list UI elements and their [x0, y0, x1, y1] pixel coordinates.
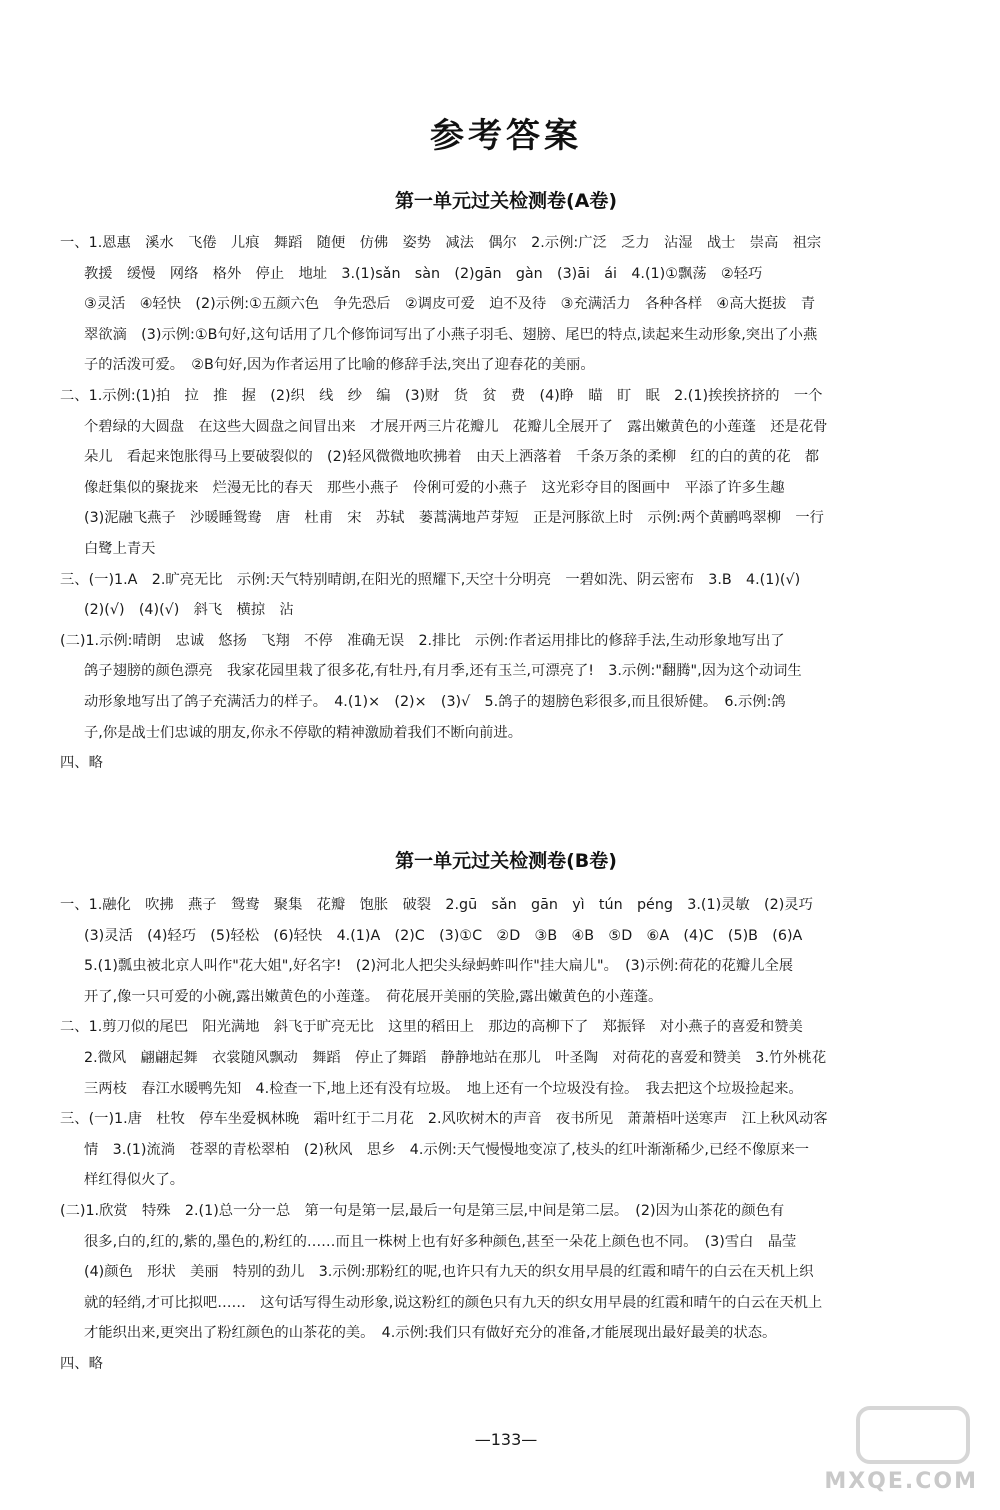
- answer-line: (4)颜色 形状 美丽 特别的劲儿 3.示例:那粉红的呢,也许只有九天的织女用早晨的红霞和晴午的白云在天机上织: [84, 1264, 814, 1281]
- answer-line: (二)1.示例:晴朗 忠诚 悠扬 飞翔 不停 准确无误 2.排比 示例:作者运用排比的修辞手法,生动形象地写出了: [60, 632, 785, 649]
- watermark-logo: [818, 1404, 978, 1494]
- answer-line: 个碧绿的大圆盘 在这些大圆盘之间冒出来 才展开两三片花瓣儿 花瓣儿全展开了 露出嫩黄色的小莲蓬 还是花骨: [84, 418, 828, 435]
- answer-line: 翠欲滴 (3)示例:①B句好,这句话用了几个修饰词写出了小燕子羽毛、翅膀、尾巴的特点,读起来生动形象,突出了小燕: [84, 326, 818, 343]
- answer-line: (3)灵活 (4)轻巧 (5)轻松 (6)轻快 4.(1)A (2)C (3)①C ②D ③B ④B ⑤D ⑥A (4)C (5)B (6)A: [84, 927, 803, 944]
- answer-line: 鸽子翅膀的颜色漂亮 我家花园里栽了很多花,有牡丹,有月季,还有玉兰,可漂亮了! 3.示例:"翻腾",因为这个动词生: [84, 663, 802, 680]
- answer-line: 四、略: [60, 1355, 103, 1372]
- answer-line: (二)1.欣赏 特殊 2.(1)总一分一总 第一句是第一层,最后一句是第三层,中间是第二层。 (2)因为山茶花的颜色有: [60, 1202, 785, 1219]
- answer-line: 像赶集似的聚拢来 烂漫无比的春天 那些小燕子 伶俐可爱的小燕子 这光彩夺目的图画中 平添了许多生趣: [84, 479, 785, 496]
- answer-line: 一、1.融化 吹拂 燕子 鸳鸯 聚集 花瓣 饱胀 破裂 2.gū sǎn gān yì tún péng 3.(1)灵敏 (2)灵巧: [60, 897, 813, 913]
- watermark-text: MXQE.COM: [824, 1469, 978, 1494]
- page-number: —133—: [474, 1430, 538, 1449]
- answer-line: 三、(一)1.A 2.旷亮无比 示例:天气特别晴朗,在阳光的照耀下,天空十分明亮 一碧如洗、阴云密布 3.B 4.(1)(√): [60, 571, 801, 588]
- answer-line: 5.(1)瓢虫被北京人叫作"花大姐",好名字! (2)河北人把尖头绿蚂蚱叫作"挂大扁儿"。 (3)示例:荷花的花瓣儿全展: [84, 958, 794, 975]
- answer-line: 白鹭上青天: [84, 540, 156, 557]
- section-a-body: [60, 228, 952, 779]
- answer-line: 三、(一)1.唐 杜牧 停车坐爱枫林晚 霜叶红于二月花 2.风吹树木的声音 夜书所见 萧萧梧叶送寒声 江上秋风动客: [60, 1111, 828, 1128]
- page-title: 参考答案: [430, 116, 582, 156]
- answer-line: 二、1.剪刀似的尾巴 阳光满地 斜飞于旷亮无比 这里的稻田上 那边的高柳下了 郑振铎 对小燕子的喜爱和赞美: [60, 1019, 803, 1036]
- answer-line: 才能织出来,更突出了粉红颜色的山茶花的美。 4.示例:我们只有做好充分的准备,才能展现出最好最美的状态。: [84, 1325, 777, 1342]
- answer-line: 情 3.(1)流淌 苍翠的青松翠柏 (2)秋风 思乡 4.示例:天气慢慢地变凉了,枝头的红叶渐渐稀少,已经不像原来一: [84, 1141, 810, 1158]
- section-b-body: [60, 890, 952, 1380]
- answer-line: 三两枝 春江水暖鸭先知 4.检查一下,地上还有没有垃圾。 地上还有一个垃圾没有捡。 我去把这个垃圾捡起来。: [84, 1080, 803, 1097]
- answer-line: 就的轻绡,才可比拟吧…… 这句话写得生动形象,说这粉红的颜色只有九天的织女用早晨的红霞和晴午的白云在天机上: [84, 1294, 823, 1311]
- answer-line: (2)(√) (4)(√) 斜飞 横掠 沾: [84, 602, 294, 619]
- answer-line: 教援 缓慢 网络 格外 停止 地址 3.(1)sǎn sàn (2)gān gàn (3)āi ái 4.(1)①飘荡 ②轻巧: [84, 265, 763, 282]
- answer-line: 四、略: [60, 755, 103, 772]
- answer-line: ③灵活 ④轻快 (2)示例:①五颜六色 争先恐后 ②调皮可爱 迫不及待 ③充满活力 各种各样 ④高大挺拔 青: [84, 296, 816, 313]
- answer-line: 开了,像一只可爱的小碗,露出嫩黄色的小莲蓬。 荷花展开美丽的笑脸,露出嫩黄色的小莲蓬。: [84, 988, 663, 1005]
- answer-line: 很多,白的,红的,紫的,墨色的,粉红的……而且一株树上也有好多种颜色,甚至一朵花上颜色也不同。 (3)雪白 晶莹: [84, 1233, 797, 1250]
- section-a-title: 第一单元过关检测卷(A卷): [394, 190, 618, 212]
- answer-line: 2.微风 翩翩起舞 衣裳随风飘动 舞蹈 停止了舞蹈 静静地站在那儿 叶圣陶 对荷花的喜爱和赞美 3.竹外桃花: [84, 1049, 827, 1066]
- answer-line: 一、1.恩惠 溪水 飞倦 儿痕 舞蹈 随便 仿佛 姿势 减法 偶尔 2.示例:广泛 乏力 沾湿 战士 崇高 祖宗: [60, 235, 822, 251]
- answer-line: 二、1.示例:(1)拍 拉 推 握 (2)织 线 纱 编 (3)财 货 贫 费 (4)睁 瞄 盯 眠 2.(1)挨挨挤挤的 一个: [60, 387, 823, 404]
- answer-line: 动形象地写出了鸽子充满活力的样子。 4.(1)× (2)× (3)√ 5.鸽子的翅膀色彩很多,而且很矫健。 6.示例:鸽: [84, 693, 786, 710]
- answer-line: 朵儿 看起来饱胀得马上要破裂似的 (2)轻风微微地吹拂着 由天上洒落着 千条万条的柔柳 红的白的黄的花 都: [84, 449, 820, 466]
- answer-line: 样红得似火了。: [84, 1172, 185, 1189]
- answer-line: 子的活泼可爱。 ②B句好,因为作者运用了比喻的修辞手法,突出了迎春花的美丽。: [84, 357, 595, 374]
- section-b-title: 第一单元过关检测卷(B卷): [395, 850, 617, 872]
- answer-line: (3)泥融飞燕子 沙暖睡鸳鸯 唐 杜甫 宋 苏轼 蒌蒿满地芦芽短 正是河豚欲上时 示例:两个黄鹂鸣翠柳 一行: [84, 510, 824, 527]
- answer-line: 子,你是战士们忠诚的朋友,你永不停歇的精神激励着我们不断向前进。: [84, 724, 522, 741]
